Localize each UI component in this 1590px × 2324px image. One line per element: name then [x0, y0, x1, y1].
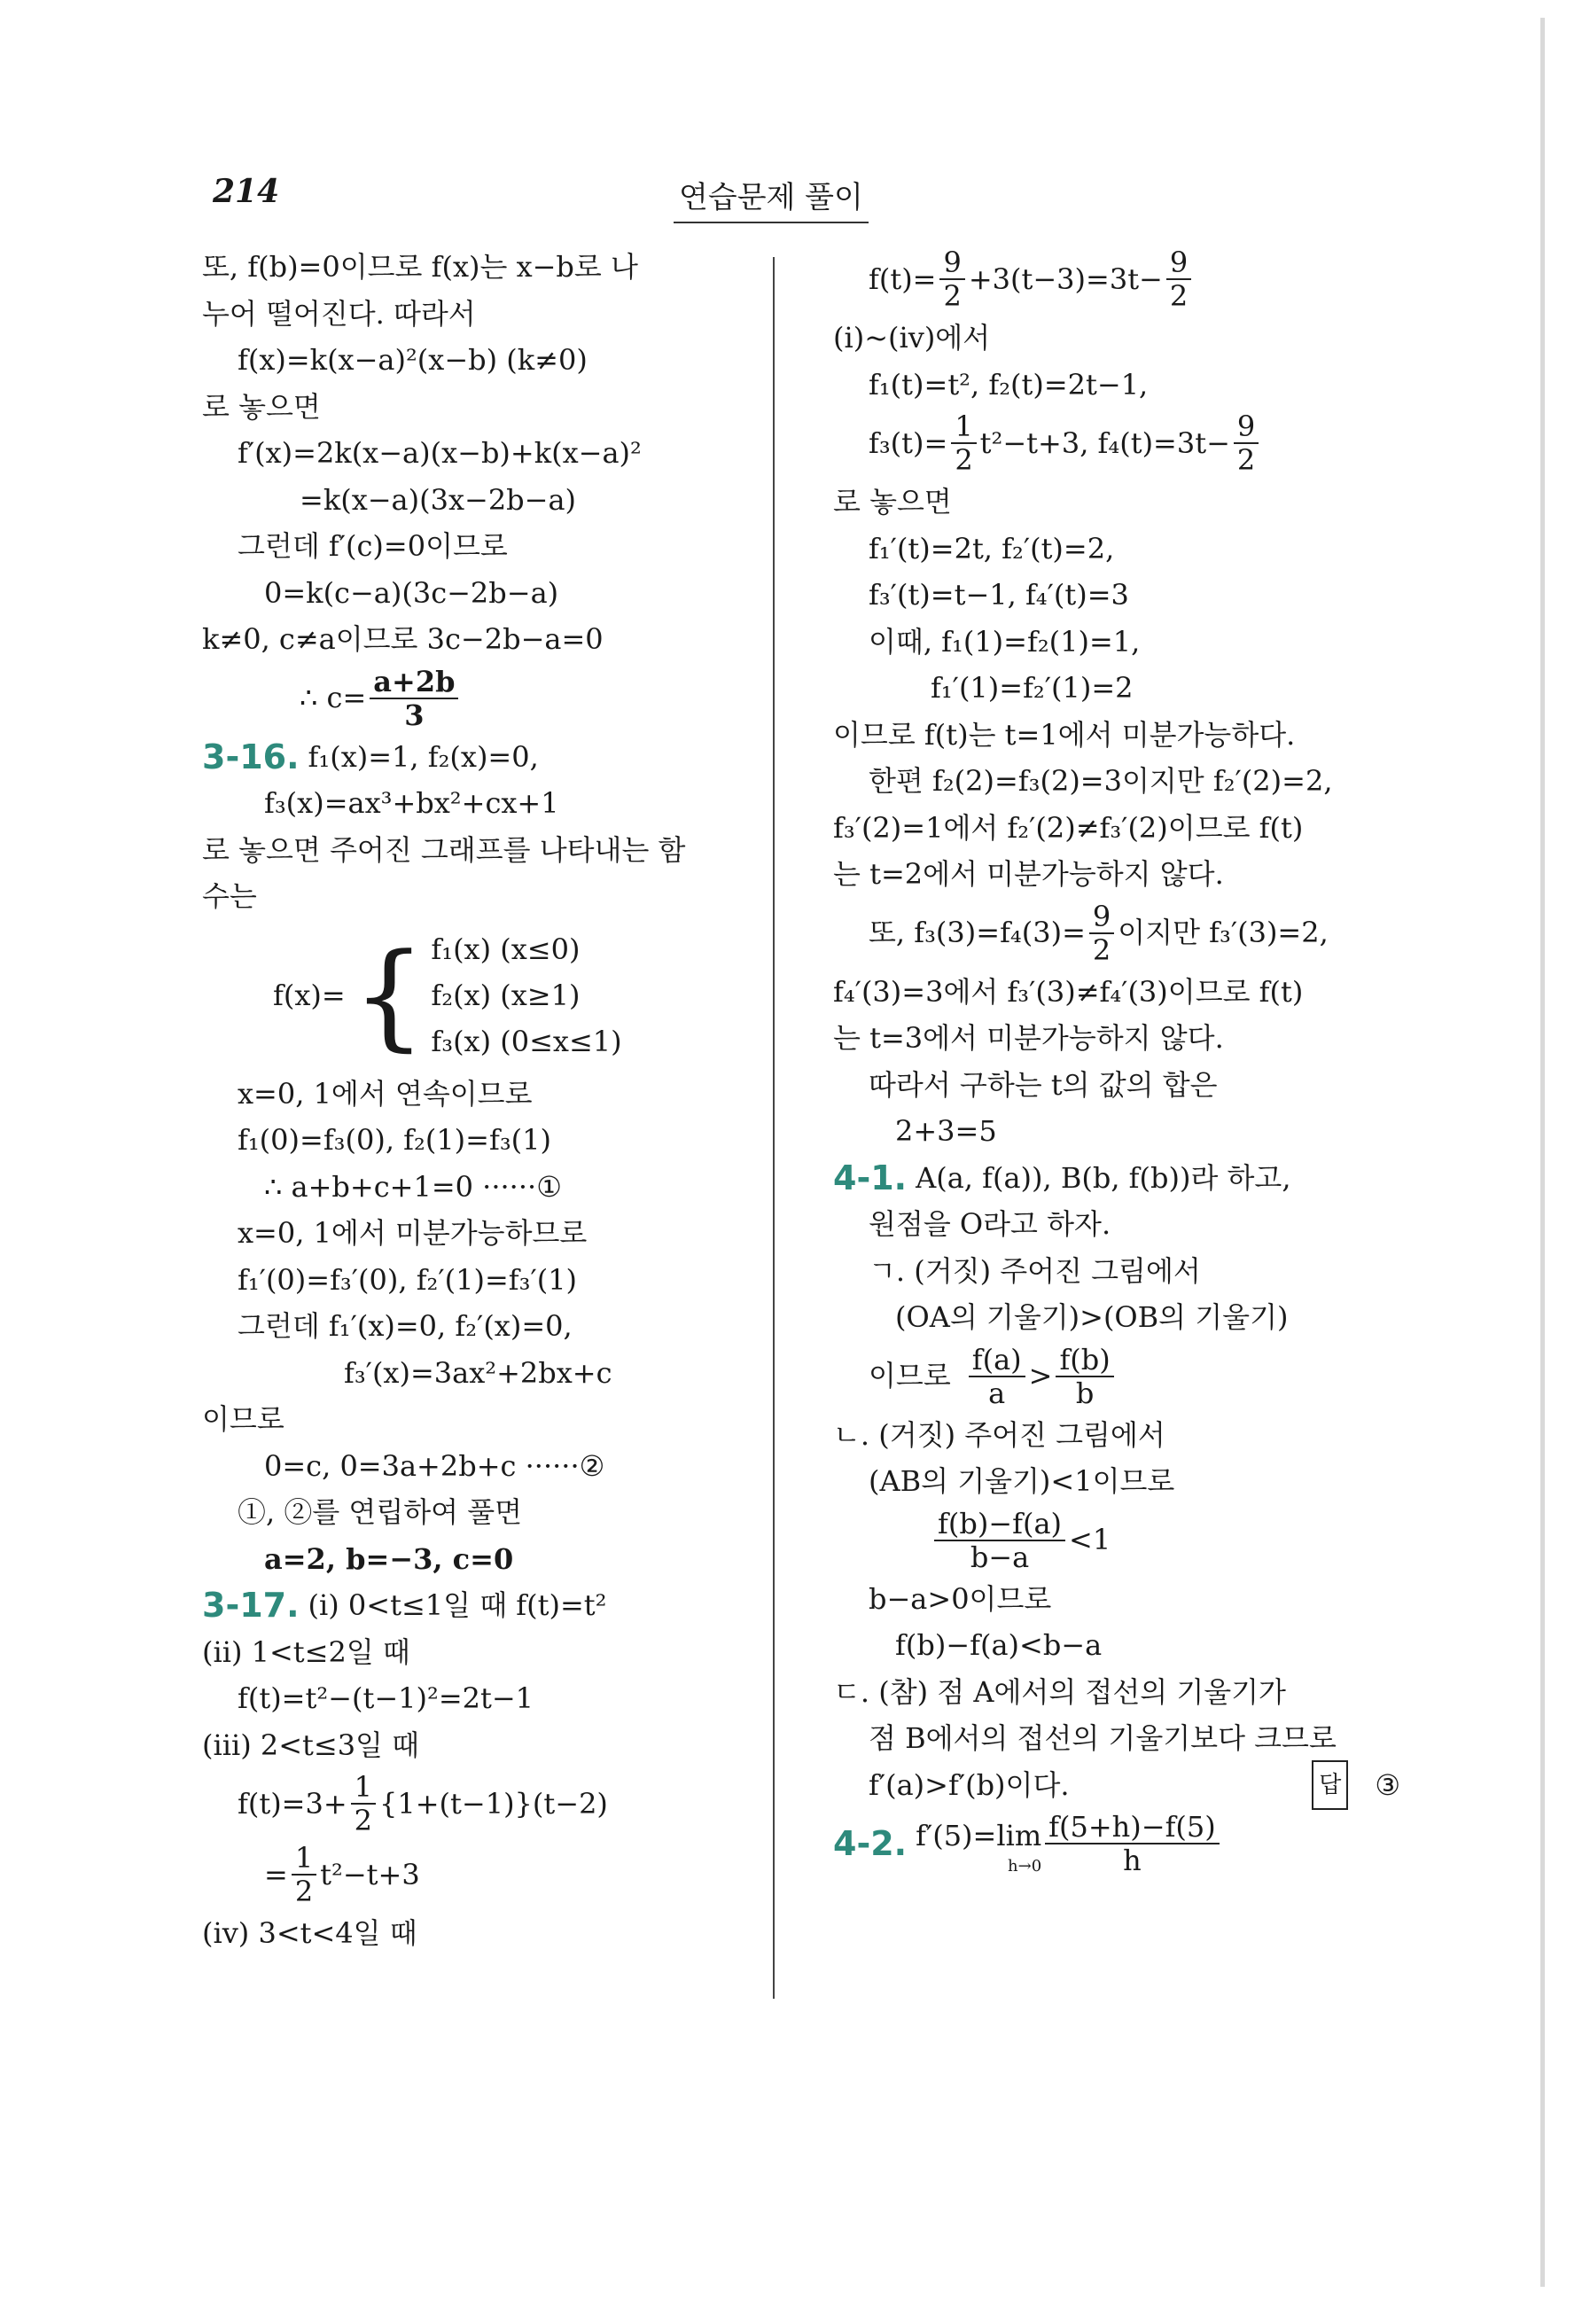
equation-line: =k(x−a)(3x−2b−a)	[300, 482, 577, 517]
page-edge	[1540, 18, 1545, 2287]
brace-symbol: {	[352, 927, 426, 1063]
text-line: 그런데 f′(c)=0이므로	[238, 529, 508, 563]
fraction: $\frac{f(b)-f(a)}{b-a}$	[934, 1508, 1065, 1573]
text-line: ①, ②를 연립하여 풀면	[238, 1495, 523, 1529]
text-line: ㄴ. (거짓) 주어진 그림에서	[833, 1417, 1165, 1452]
fraction: $\frac{9}{2}$	[1234, 410, 1259, 476]
page-number: 214	[213, 173, 280, 210]
equation-line: f₁′(0)=f₃′(0), f₂′(1)=f₃′(1)	[238, 1262, 578, 1297]
text-line: 는 t=2에서 미분가능하지 않다.	[833, 857, 1224, 891]
text-line: 수는	[202, 879, 257, 913]
equation-line: f₃′(t)=t−1, f₄′(t)=3	[869, 578, 1129, 612]
text-line: 이므로	[202, 1402, 284, 1436]
text-line: f₄′(3)=3에서 f₃′(3)≠f₄′(3)이므로 f(t)	[833, 974, 1304, 1009]
inequality-line: 이므로 $\frac{f(a)}{a}$ > $\frac{f(b)}{b}$	[833, 1341, 1400, 1412]
equation-line: f₁′(1)=f₂′(1)=2	[931, 671, 1134, 705]
equation-line: f₃(t)= $\frac{1}{2}$ t²−t+3, f₄(t)=3t− $\frac{9}{2}$	[833, 408, 1400, 479]
text-line: 이때, f₁(1)=f₂(1)=1,	[869, 624, 1141, 659]
problem-3-16: 3-16. f₁(x)=1, f₂(x)=0,	[202, 734, 752, 781]
answer-line: f′(a)>f′(b)이다. 답 ③	[833, 1762, 1400, 1809]
equation-line: f₁′(t)=2t, f₂′(t)=2,	[869, 531, 1115, 565]
problem-4-1: 4-1. A(a, f(a)), B(b, f(b))라 하고,	[833, 1155, 1400, 1202]
equation-line: 0=c, 0=3a+2b+c ······②	[264, 1448, 605, 1483]
equation-line: 0=k(c−a)(3c−2b−a)	[264, 575, 559, 610]
piecewise-cases: f₁(x) (x≤0) f₂(x) (x≥1) f₃(x) (0≤x≤1)	[431, 932, 622, 1058]
text-line: 따라서 구하는 t의 값의 합은	[869, 1067, 1218, 1102]
equation-line: f₁(t)=t², f₂(t)=2t−1,	[869, 367, 1149, 402]
fraction: $\frac{9}{2}$	[1089, 901, 1114, 966]
text-line: 그런데 f₁′(x)=0, f₂′(x)=0,	[238, 1309, 573, 1343]
fraction: $\frac{f(5+h)-f(5)}{h}$	[1045, 1811, 1220, 1876]
left-column	[202, 244, 752, 1957]
chapter-title: 연습문제 풀이	[674, 173, 869, 223]
column-divider	[773, 257, 775, 1999]
problem-4-2	[833, 1808, 1400, 1879]
text-line: (i)~(iv)에서	[833, 321, 991, 355]
inequality-line: $\frac{f(b)-f(a)}{b-a}$ <1	[833, 1505, 1400, 1576]
equation-line: f₃(x)=ax³+bx²+cx+1	[264, 786, 559, 820]
problem-label: 3-17.	[202, 1586, 300, 1625]
fraction: $\frac{f(a)}{a}$	[969, 1344, 1025, 1409]
text-line: x=0, 1에서 연속이므로	[238, 1076, 533, 1111]
text-line: (iv) 3<t<4일 때	[202, 1916, 417, 1950]
answer-badge: 답	[1312, 1760, 1348, 1811]
problem-label: 4-1.	[833, 1158, 908, 1197]
problem-label: 3-16.	[202, 737, 300, 776]
equation-line: f₃′(x)=3ax²+2bx+c	[344, 1355, 612, 1390]
equation-line: f(b)−f(a)<b−a	[895, 1628, 1103, 1662]
answer-value: ③	[1375, 1767, 1400, 1802]
limit-expression: f′(5)=lim h→0	[916, 1818, 1042, 1876]
equation-line: f(t)= $\frac{9}{2}$ +3(t−3)=3t− $\frac{9}{2}$	[833, 244, 1400, 315]
fraction: $\frac{9}{2}$	[1166, 246, 1191, 312]
equation-line: f(t)=3+ $\frac{1}{2}$ {1+(t−1)}(t−2)	[238, 1770, 608, 1837]
text-line: 또, f₃(3)=f₄(3)= $\frac{9}{2}$ 이지만 f₃′(3)=2,	[869, 899, 1329, 967]
problem-3-17: 3-17. (i) 0<t≤1일 때 f(t)=t²	[202, 1582, 752, 1629]
equation-line: = $\frac{1}{2}$ t²−t+3	[264, 1841, 420, 1908]
text-line: 한편 f₂(2)=f₃(2)=3이지만 f₂′(2)=2,	[869, 764, 1333, 798]
text-line: 원점을 O라고 하자.	[869, 1207, 1111, 1241]
c-result: ∴ c= $\frac{a+2b}{3}$	[202, 663, 752, 734]
text-line: b−a>0이므로	[869, 1581, 1052, 1616]
right-column	[833, 244, 1400, 1879]
text-line: 누어 떨어진다. 따라서	[202, 296, 476, 331]
equation-line: f′(x)=2k(x−a)(x−b)+k(x−a)²	[238, 436, 642, 470]
text-line: 점 B에서의 접선의 기울기보다 크므로	[869, 1721, 1337, 1755]
fraction: $\frac{1}{2}$	[351, 1771, 376, 1837]
text-line: (AB의 기울기)<1이므로	[869, 1464, 1175, 1498]
solution-line: a=2, b=−3, c=0	[264, 1541, 514, 1576]
fraction: $\frac{1}{2}$	[292, 1842, 316, 1907]
text-line: x=0, 1에서 미분가능하므로	[238, 1216, 588, 1250]
text-line: 또, f(b)=0이므로 f(x)는 x−b로 나	[202, 250, 638, 284]
text-line: ㄷ. (참) 점 A에서의 접선의 기울기가	[833, 1674, 1286, 1709]
text-line: 는 t=3에서 미분가능하지 않다.	[833, 1021, 1224, 1055]
piecewise-function: f(x)= { f₁(x) (x≤0) f₂(x) (x≥1) f₃(x) (0≤x≤1)	[273, 927, 622, 1063]
fraction: $\frac{a+2b}{3}$	[370, 666, 458, 731]
text-line: 로 놓으면 주어진 그래프를 나타내는 함	[202, 832, 686, 867]
fraction: $\frac{f(b)}{b}$	[1056, 1344, 1113, 1409]
text-line: (iii) 2<t≤3일 때	[202, 1727, 420, 1762]
equation-line: f₁(0)=f₃(0), f₂(1)=f₃(1)	[238, 1123, 551, 1157]
text-line: (ii) 1<t≤2일 때	[202, 1634, 410, 1669]
fraction: $\frac{1}{2}$	[951, 410, 976, 476]
text-line: 로 놓으면	[202, 389, 321, 424]
text-line: 로 놓으면	[833, 485, 952, 519]
fraction: $\frac{9}{2}$	[939, 246, 964, 312]
text-line: f₃′(2)=1에서 f₂′(2)≠f₃′(2)이므로 f(t)	[833, 810, 1304, 845]
equation-line: f(x)=k(x−a)²(x−b) (k≠0)	[238, 343, 588, 377]
problem-label: 4-2.	[833, 1823, 908, 1863]
text-line: ㄱ. (거짓) 주어진 그림에서	[869, 1253, 1201, 1288]
text-line: k≠0, c≠a이므로 3c−2b−a=0	[202, 622, 604, 656]
text-line: 이므로 f(t)는 t=1에서 미분가능하다.	[833, 717, 1296, 752]
equation-line: ∴ a+b+c+1=0 ······①	[264, 1169, 562, 1204]
equation-line: f(t)=t²−(t−1)²=2t−1	[238, 1681, 534, 1715]
equation-line: 2+3=5	[895, 1114, 997, 1148]
text-line: (OA의 기울기)>(OB의 기울기)	[895, 1300, 1289, 1334]
